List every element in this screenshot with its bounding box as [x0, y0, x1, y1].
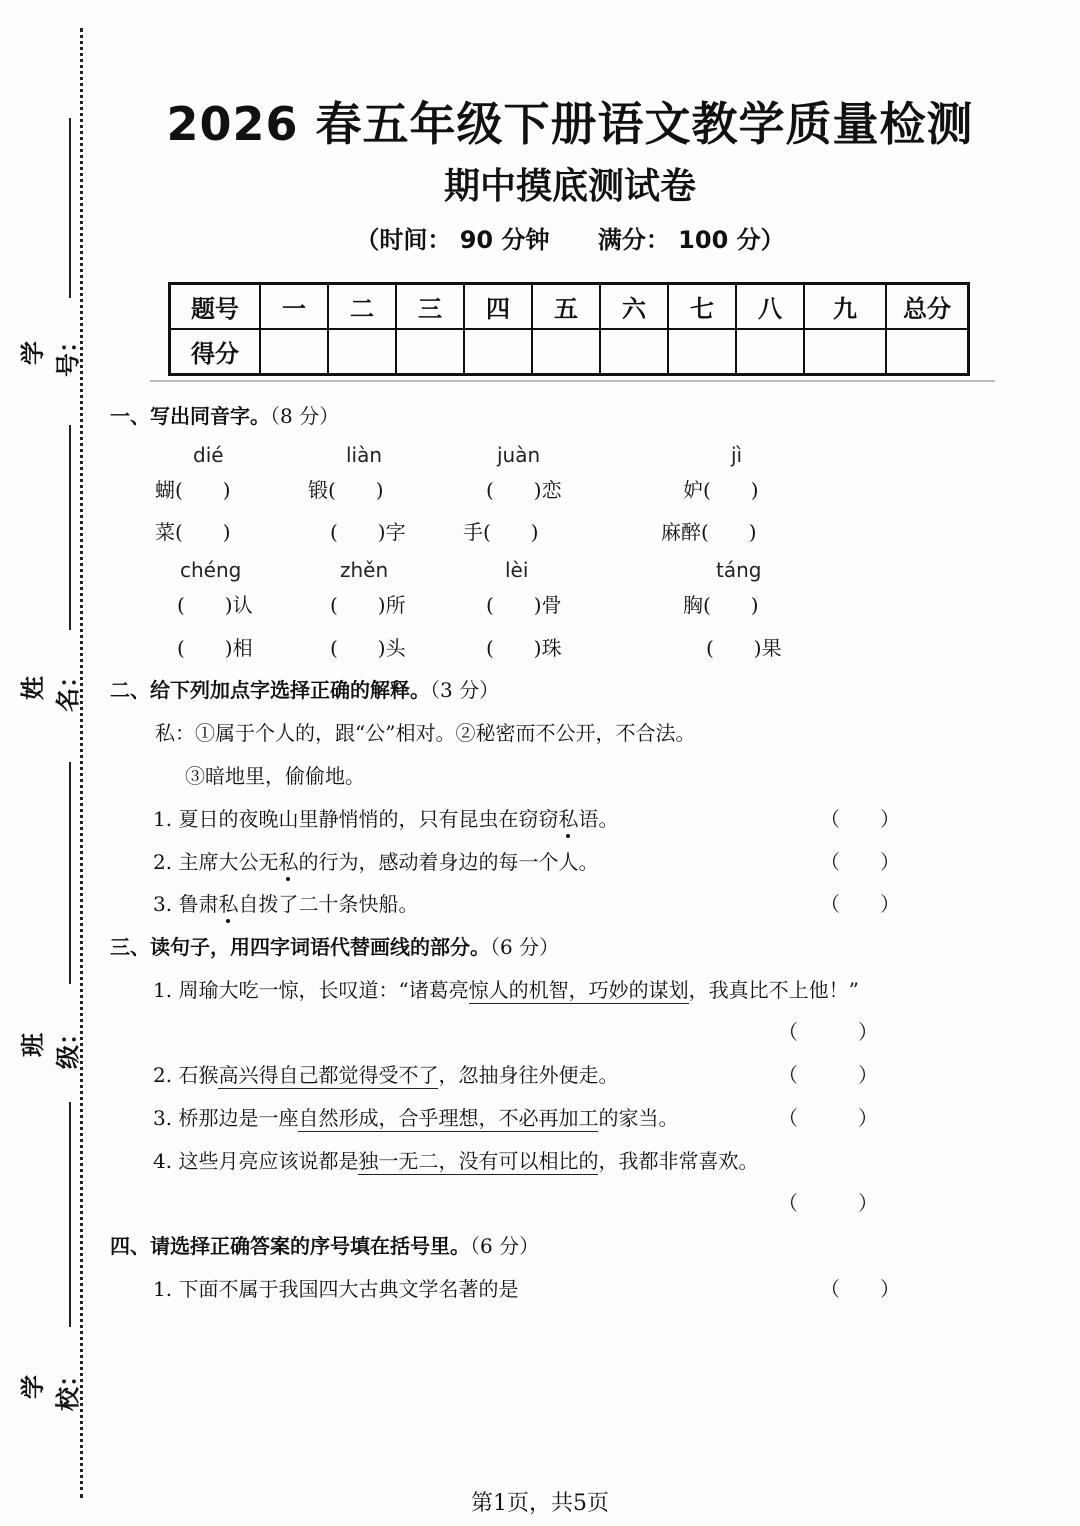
score-cell[interactable]: [396, 329, 464, 375]
score-label-cell: 得分: [170, 329, 261, 375]
header-cell: 一: [260, 284, 328, 330]
name-field[interactable]: [18, 425, 82, 715]
school-field[interactable]: [18, 1102, 82, 1411]
blank-item[interactable]: ( )头: [330, 636, 406, 660]
section-4-points: （6 分）: [470, 1234, 540, 1258]
score-cell[interactable]: [668, 329, 736, 375]
score-cell[interactable]: [532, 329, 600, 375]
page-subtitle: 期中摸底测试卷: [443, 166, 696, 207]
question-3-4: 4. 这些月亮应该说都是独一无二，没有可以相比的，我都非常喜欢。: [153, 1149, 759, 1173]
blank-item[interactable]: 蝴( ): [155, 478, 231, 502]
blank-item[interactable]: ( )骨: [486, 593, 562, 617]
blank-item[interactable]: ( )所: [330, 593, 406, 617]
header-cell: 总分: [886, 284, 969, 330]
header-cell: 三: [396, 284, 464, 330]
dotted-char: 私: [558, 807, 579, 831]
time-info: （时间： 90 分钟: [355, 226, 550, 254]
blank-item[interactable]: ( )珠: [486, 636, 562, 660]
question-2-2: 2. 主席大公无私的行为，感动着身边的每一个人。: [153, 850, 599, 874]
question-4-1: 1. 下面不属于我国四大古典文学名著的是: [153, 1277, 519, 1301]
blank-item[interactable]: 锻( ): [308, 478, 384, 502]
underlined-phrase: 独一无二，没有可以相比的: [358, 1149, 599, 1173]
score-cell[interactable]: [464, 329, 532, 375]
blank-item[interactable]: 手( ): [463, 520, 539, 544]
score-cell[interactable]: [328, 329, 396, 375]
pinyin: lèi: [505, 558, 529, 582]
school-label: 学校：: [18, 1363, 82, 1411]
question-3-2: 2. 石猴高兴得自己都觉得受不了，忽抽身往外便走。: [153, 1063, 619, 1087]
blank-item[interactable]: ( )认: [177, 593, 253, 617]
page-number: 第1页，共5页: [471, 1491, 609, 1516]
pinyin: juàn: [497, 443, 541, 467]
name-label: 姓名：: [18, 664, 82, 712]
section-3-points: （6 分）: [490, 935, 560, 959]
definition-line: 私：①属于个人的，跟“公”相对。②秘密而不公开，不合法。: [155, 721, 696, 745]
answer-blank[interactable]: （ ）: [778, 1191, 878, 1215]
header-cell: 九: [804, 284, 886, 330]
pinyin: jì: [731, 443, 743, 467]
score-cell[interactable]: [736, 329, 804, 375]
definition-line: ③暗地里，偷偷地。: [185, 764, 365, 788]
header-cell: 二: [328, 284, 396, 330]
answer-blank[interactable]: （ ）: [778, 1106, 878, 1130]
score-cell[interactable]: [600, 329, 668, 375]
pinyin: liàn: [346, 443, 383, 467]
student-number-label: 学号：: [18, 329, 82, 377]
score-cell[interactable]: [260, 329, 328, 375]
blank-item[interactable]: ( )字: [330, 520, 406, 544]
section-2-heading: [110, 674, 499, 703]
section-4-heading: [110, 1230, 539, 1259]
blank-item[interactable]: 麻醉( ): [661, 520, 757, 544]
section-4-title: 四、请选择正确答案的序号填在括号里。: [110, 1234, 470, 1258]
underlined-phrase: 惊人的机智，巧妙的谋划: [468, 978, 689, 1002]
pinyin: zhěn: [340, 558, 389, 582]
divider: [150, 380, 995, 382]
dotted-char: 私: [278, 850, 299, 874]
score-header-row: [170, 284, 969, 330]
score-entry-row: [170, 329, 969, 375]
section-1-title: 一、写出同音字。: [110, 404, 270, 428]
section-2-title: 二、给下列加点字选择正确的解释。: [110, 678, 430, 702]
header-cell: 四: [464, 284, 532, 330]
answer-blank[interactable]: （ ）: [820, 892, 900, 916]
answer-blank[interactable]: （ ）: [778, 1020, 878, 1044]
question-2-3: 3. 鲁肃私自拨了二十条快船。: [153, 892, 419, 916]
answer-blank[interactable]: （ ）: [820, 807, 900, 831]
question-3-3: 3. 桥那边是一座自然形成，合乎理想，不必再加工的家当。: [153, 1106, 679, 1130]
exam-info: [0, 220, 1080, 255]
pinyin: táng: [716, 558, 762, 582]
header-cell: 七: [668, 284, 736, 330]
class-label: 班级：: [18, 1021, 82, 1069]
blank-item[interactable]: ( )恋: [486, 478, 562, 502]
section-1-heading: [110, 400, 339, 429]
answer-blank[interactable]: （ ）: [778, 1063, 878, 1087]
section-1-points: （8 分）: [270, 404, 340, 428]
header-cell: 题号: [170, 284, 261, 330]
underlined-phrase: 高兴得自己都觉得受不了: [218, 1063, 439, 1087]
blank-item[interactable]: 妒( ): [683, 478, 759, 502]
answer-blank[interactable]: （ ）: [820, 1277, 900, 1301]
class-field[interactable]: [18, 762, 82, 1069]
question-3-1: 1. 周瑜大吃一惊，长叹道：“诸葛亮惊人的机智，巧妙的谋划，我真比不上他！”: [153, 978, 859, 1002]
page-title: 2026 春五年级下册语文教学质量检测: [166, 97, 974, 151]
section-3-heading: [110, 931, 559, 960]
header-cell: 五: [532, 284, 600, 330]
full-score-info: 满分： 100 分）: [597, 226, 785, 254]
section-2-points: （3 分）: [430, 678, 500, 702]
question-2-1: 1. 夏日的夜晚山里静悄悄的，只有昆虫在窃窃私语。: [153, 807, 619, 831]
blank-item[interactable]: ( )果: [706, 636, 782, 660]
score-cell[interactable]: [804, 329, 886, 375]
blank-item[interactable]: 菜( ): [155, 520, 231, 544]
pinyin: dié: [193, 443, 224, 467]
score-table: [168, 282, 970, 376]
underlined-phrase: 自然形成，合乎理想，不必再加工: [298, 1106, 599, 1130]
score-cell[interactable]: [886, 329, 969, 375]
pinyin: chéng: [180, 558, 242, 582]
answer-blank[interactable]: （ ）: [820, 850, 900, 874]
header-cell: 六: [600, 284, 668, 330]
blank-item[interactable]: ( )相: [177, 636, 253, 660]
section-3-title: 三、读句子，用四字词语代替画线的部分。: [110, 935, 490, 959]
blank-item[interactable]: 胸( ): [683, 593, 759, 617]
header-cell: 八: [736, 284, 804, 330]
dotted-char: 私: [218, 892, 239, 916]
